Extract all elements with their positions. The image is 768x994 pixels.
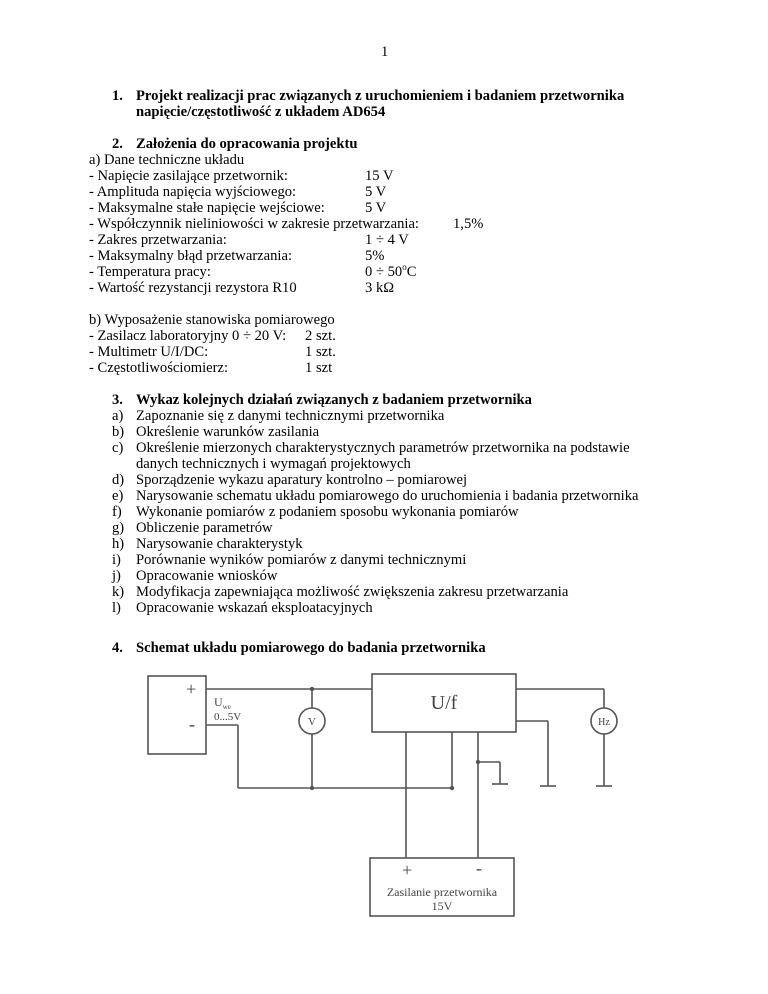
list-item-text: Narysowanie schematu układu pomiarowego do uruchomienia i badania przetwornika bbox=[136, 488, 639, 504]
supply-label-line-1: Zasilanie przetwornika bbox=[386, 885, 498, 899]
list-item-letter: a) bbox=[112, 408, 124, 424]
list-item-letter: k) bbox=[112, 584, 125, 600]
list-item-letter: f) bbox=[112, 504, 122, 520]
junction-dot bbox=[310, 687, 314, 691]
section-3-title: Wykaz kolejnych działań związanych z badaniem przetwornika bbox=[136, 392, 532, 408]
list-item-text: Obliczenie parametrów bbox=[136, 520, 273, 536]
subsection-a-title: a) Dane techniczne układu bbox=[89, 152, 245, 168]
list-item-text-continued: danych technicznych i wymagań projektowych bbox=[136, 456, 411, 472]
param-label: - Temperatura pracy: bbox=[89, 264, 211, 280]
junction-dot bbox=[310, 786, 314, 790]
section-1-title-line-2: napięcie/częstotliwość z układem AD654 bbox=[136, 104, 386, 120]
list-item-letter: h) bbox=[112, 536, 125, 552]
section-2-title: Założenia do opracowania projektu bbox=[136, 136, 358, 152]
supply-plus-label: + bbox=[402, 860, 413, 880]
param-value: 3 kΩ bbox=[365, 280, 395, 296]
equipment-label: - Multimetr U/I/DC: bbox=[89, 344, 209, 360]
equipment-label: - Częstotliwościomierz: bbox=[89, 360, 229, 376]
equipment-qty: 1 szt. bbox=[305, 344, 336, 360]
param-label: - Wartość rezystancji rezystora R10 bbox=[89, 280, 297, 296]
section-4-title: Schemat układu pomiarowego do badania przetwornika bbox=[136, 640, 486, 656]
uwe-main: U bbox=[214, 695, 223, 709]
list-item-letter: c) bbox=[112, 440, 124, 456]
param-label: - Maksymalne stałe napięcie wejściowe: bbox=[89, 200, 325, 216]
param-value: 1,5% bbox=[453, 216, 484, 232]
uwe-sub: we bbox=[222, 703, 231, 711]
equipment-qty: 1 szt bbox=[305, 360, 333, 376]
degree-sup: o bbox=[402, 262, 407, 273]
param-label: - Współczynnik nieliniowości w zakresie przetwarzania: bbox=[89, 216, 419, 232]
list-item-letter: g) bbox=[112, 520, 125, 536]
list-item-text: Porównanie wyników pomiarów z danymi technicznymi bbox=[136, 552, 467, 568]
section-1-number: 1. bbox=[112, 88, 123, 104]
list-item-text: Sporządzenie wykazu aparatury kontrolno – pomiarowej bbox=[136, 472, 468, 488]
temperature-unit: C bbox=[406, 264, 417, 280]
equipment-label: - Zasilacz laboratoryjny 0 ÷ 20 V: bbox=[89, 328, 287, 344]
list-item-text: Określenie warunków zasilania bbox=[136, 424, 320, 440]
converter-label: U/f bbox=[430, 692, 458, 714]
param-label: - Napięcie zasilające przetwornik: bbox=[89, 168, 288, 184]
list-item-text: Modyfikacja zapewniająca możliwość zwiększenia zakresu przetwarzania bbox=[136, 584, 569, 600]
page-number: 1 bbox=[381, 44, 389, 60]
voltage-source-box bbox=[148, 676, 206, 754]
param-label: - Zakres przetwarzania: bbox=[89, 232, 227, 248]
param-value: 1 ÷ 4 V bbox=[365, 232, 409, 248]
list-item-letter: j) bbox=[112, 568, 121, 584]
supply-minus-label: - bbox=[476, 858, 482, 878]
junction-dot bbox=[450, 786, 454, 790]
list-item-text: Określenie mierzonych charakterystycznych parametrów przetwornika na podstawie bbox=[136, 440, 630, 456]
source-minus-label: - bbox=[189, 714, 195, 734]
param-label: - Maksymalny błąd przetwarzania: bbox=[89, 248, 293, 264]
list-item-text: Narysowanie charakterystyk bbox=[136, 536, 303, 552]
frequency-meter-label: Hz bbox=[598, 717, 610, 728]
list-item-letter: e) bbox=[112, 488, 124, 504]
source-range-label: 0...5V bbox=[214, 711, 242, 723]
param-label: - Amplituda napięcia wyjściowego: bbox=[89, 184, 297, 200]
junction-dot bbox=[476, 760, 480, 764]
param-value: 15 V bbox=[365, 168, 394, 184]
section-2-number: 2. bbox=[112, 136, 123, 152]
list-item-letter: d) bbox=[112, 472, 125, 488]
supply-label-line-2: 15V bbox=[431, 899, 453, 913]
param-value: 5% bbox=[365, 248, 385, 264]
list-item-letter: b) bbox=[112, 424, 125, 440]
subsection-b-title: b) Wyposażenie stanowiska pomiarowego bbox=[89, 312, 335, 328]
list-item-letter: i) bbox=[112, 552, 121, 568]
voltmeter-label: V bbox=[308, 716, 316, 728]
section-3-number: 3. bbox=[112, 392, 123, 408]
param-value: 5 V bbox=[365, 184, 387, 200]
uwe-label bbox=[214, 695, 231, 711]
equipment-qty: 2 szt. bbox=[305, 328, 336, 344]
list-item-text: Zapoznanie się z danymi technicznymi przetwornika bbox=[136, 408, 445, 424]
source-plus-label: + bbox=[186, 679, 197, 699]
section-1-title-line-1: Projekt realizacji prac związanych z uruchomieniem i badaniem przetwornika bbox=[136, 88, 625, 104]
list-item-letter: l) bbox=[112, 600, 121, 616]
param-value: 5 V bbox=[365, 200, 387, 216]
section-4-number: 4. bbox=[112, 640, 123, 656]
temperature-value: 0 ÷ 50 bbox=[365, 264, 403, 280]
list-item-text: Opracowanie wniosków bbox=[136, 568, 278, 584]
list-item-text: Opracowanie wskazań eksploatacyjnych bbox=[136, 600, 373, 616]
list-item-text: Wykonanie pomiarów z podaniem sposobu wykonania pomiarów bbox=[136, 504, 519, 520]
